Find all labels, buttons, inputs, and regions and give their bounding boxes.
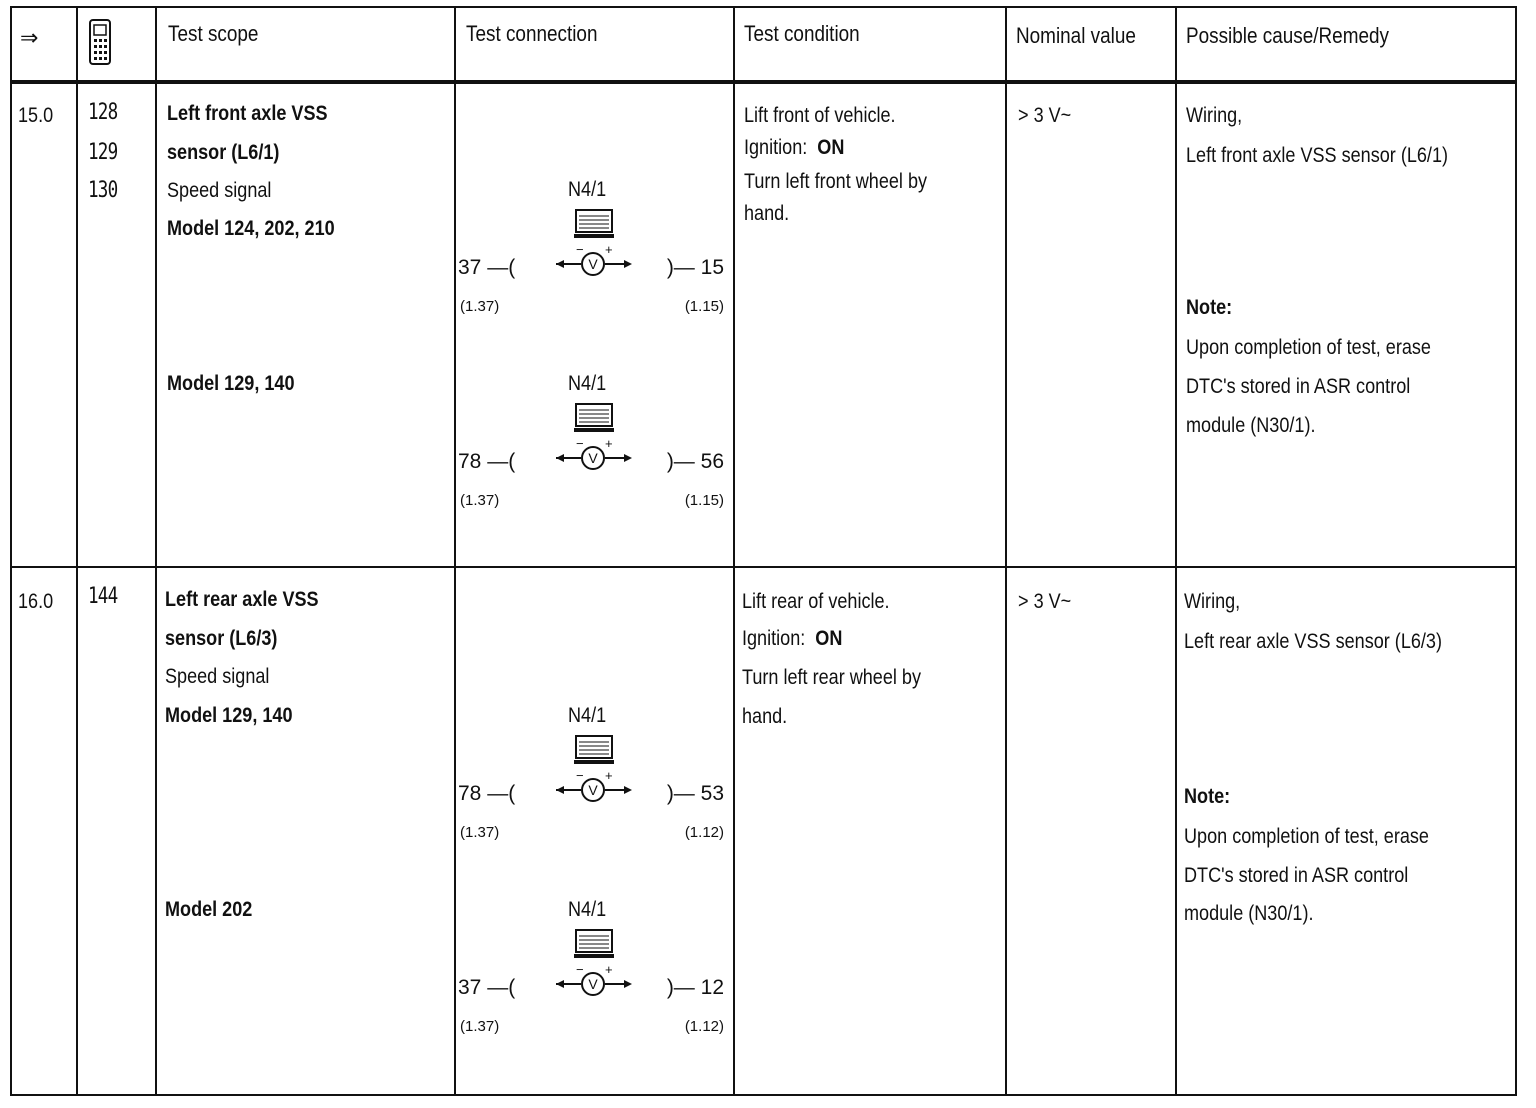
condition-text: Lift front of vehicle. [744, 104, 896, 127]
note-text: DTC's stored in ASR control [1186, 375, 1411, 398]
svg-text:−: − [576, 436, 584, 451]
header-divider [10, 80, 1517, 84]
svg-text:−: − [576, 768, 584, 783]
scope-model: Model 202 [165, 898, 253, 921]
module-label: N4/1 [568, 372, 607, 395]
right-pin: )— 56 [666, 450, 724, 473]
note-label: Note: [1186, 296, 1233, 319]
condition-text: hand. [742, 705, 788, 728]
svg-text:V: V [588, 450, 598, 466]
condition-text: hand. [744, 202, 790, 225]
scope-title: Left front axle VSS [167, 102, 328, 125]
right-pin-ref: (1.12) [684, 1018, 724, 1035]
right-pin-ref: (1.15) [684, 492, 724, 509]
column-divider [1175, 6, 1177, 1096]
svg-text:+: + [605, 962, 613, 977]
svg-text:−: − [576, 242, 584, 257]
scope-subtitle: Speed signal [165, 665, 270, 688]
right-pin: )— 15 [666, 256, 724, 279]
module-label: N4/1 [568, 178, 607, 201]
tester-icon [88, 18, 112, 71]
scope-title: sensor (L6/3) [165, 627, 278, 650]
nominal-value: > 3 V~ [1018, 590, 1072, 613]
voltmeter-icon [554, 402, 634, 482]
left-pin-ref: (1.37) [460, 492, 500, 509]
step-number: 15.0 [18, 104, 54, 127]
scope-model: Model 129, 140 [167, 372, 295, 395]
cause-text: Wiring, [1184, 590, 1241, 613]
column-divider [76, 6, 78, 1096]
connection-diagram [458, 704, 730, 844]
cause-text: Left front axle VSS sensor (L6/1) [1186, 144, 1449, 167]
connection-diagram [458, 372, 730, 512]
svg-text:−: − [576, 962, 584, 977]
module-label: N4/1 [568, 704, 607, 727]
svg-text:+: + [605, 242, 613, 257]
test-code: 128 [88, 100, 118, 125]
cause-text: Wiring, [1186, 104, 1243, 127]
step-number: 16.0 [18, 590, 54, 613]
test-code: 144 [88, 584, 118, 609]
nominal-value: > 3 V~ [1018, 104, 1072, 127]
connection-diagram [458, 178, 730, 318]
svg-text:V: V [588, 256, 598, 272]
cause-text: Left rear axle VSS sensor (L6/3) [1184, 630, 1442, 653]
test-code: 129 [88, 140, 118, 165]
scope-model: Model 129, 140 [165, 704, 293, 727]
note-text: module (N30/1). [1186, 414, 1316, 437]
note-text: Upon completion of test, erase [1186, 336, 1431, 359]
header-nominal-value: Nominal value [1016, 23, 1136, 48]
header-possible-cause: Possible cause/Remedy [1186, 23, 1389, 48]
condition-text: Turn left front wheel by [744, 170, 928, 193]
column-divider [733, 6, 735, 1096]
scope-title: Left rear axle VSS [165, 588, 319, 611]
left-pin: 78 —( [458, 450, 516, 473]
row-divider [10, 566, 1517, 568]
column-divider [155, 6, 157, 1096]
column-divider [1005, 6, 1007, 1096]
header-test-scope: Test scope [168, 21, 259, 46]
right-pin-ref: (1.15) [684, 298, 724, 315]
test-code: 130 [88, 178, 118, 203]
voltmeter-icon [554, 208, 634, 288]
scope-model: Model 124, 202, 210 [167, 217, 335, 240]
left-pin-ref: (1.37) [460, 824, 500, 841]
condition-text: Ignition: ON [742, 627, 843, 650]
scope-title: sensor (L6/1) [167, 141, 280, 164]
condition-text: Ignition: ON [744, 136, 845, 159]
note-text: module (N30/1). [1184, 902, 1314, 925]
svg-text:+: + [605, 436, 613, 451]
note-text: Upon completion of test, erase [1184, 825, 1429, 848]
left-pin: 78 —( [458, 782, 516, 805]
condition-text: Lift rear of vehicle. [742, 590, 890, 613]
note-label: Note: [1184, 785, 1231, 808]
svg-text:+: + [605, 768, 613, 783]
module-label: N4/1 [568, 898, 607, 921]
svg-text:V: V [588, 976, 598, 992]
scope-subtitle: Speed signal [167, 179, 272, 202]
left-pin: 37 —( [458, 976, 516, 999]
right-pin: )— 12 [666, 976, 724, 999]
header-test-connection: Test connection [466, 21, 598, 46]
condition-text: Turn left rear wheel by [742, 666, 922, 689]
right-pin-ref: (1.12) [684, 824, 724, 841]
left-pin-ref: (1.37) [460, 1018, 500, 1035]
connection-diagram [458, 898, 730, 1038]
header-test-condition: Test condition [744, 21, 860, 46]
header-arrow: ⇒ [20, 25, 39, 50]
voltmeter-icon [554, 928, 634, 1008]
right-pin: )— 53 [666, 782, 724, 805]
voltmeter-icon [554, 734, 634, 814]
svg-text:V: V [588, 782, 598, 798]
left-pin-ref: (1.37) [460, 298, 500, 315]
left-pin: 37 —( [458, 256, 516, 279]
note-text: DTC's stored in ASR control [1184, 864, 1409, 887]
column-divider [454, 6, 456, 1096]
